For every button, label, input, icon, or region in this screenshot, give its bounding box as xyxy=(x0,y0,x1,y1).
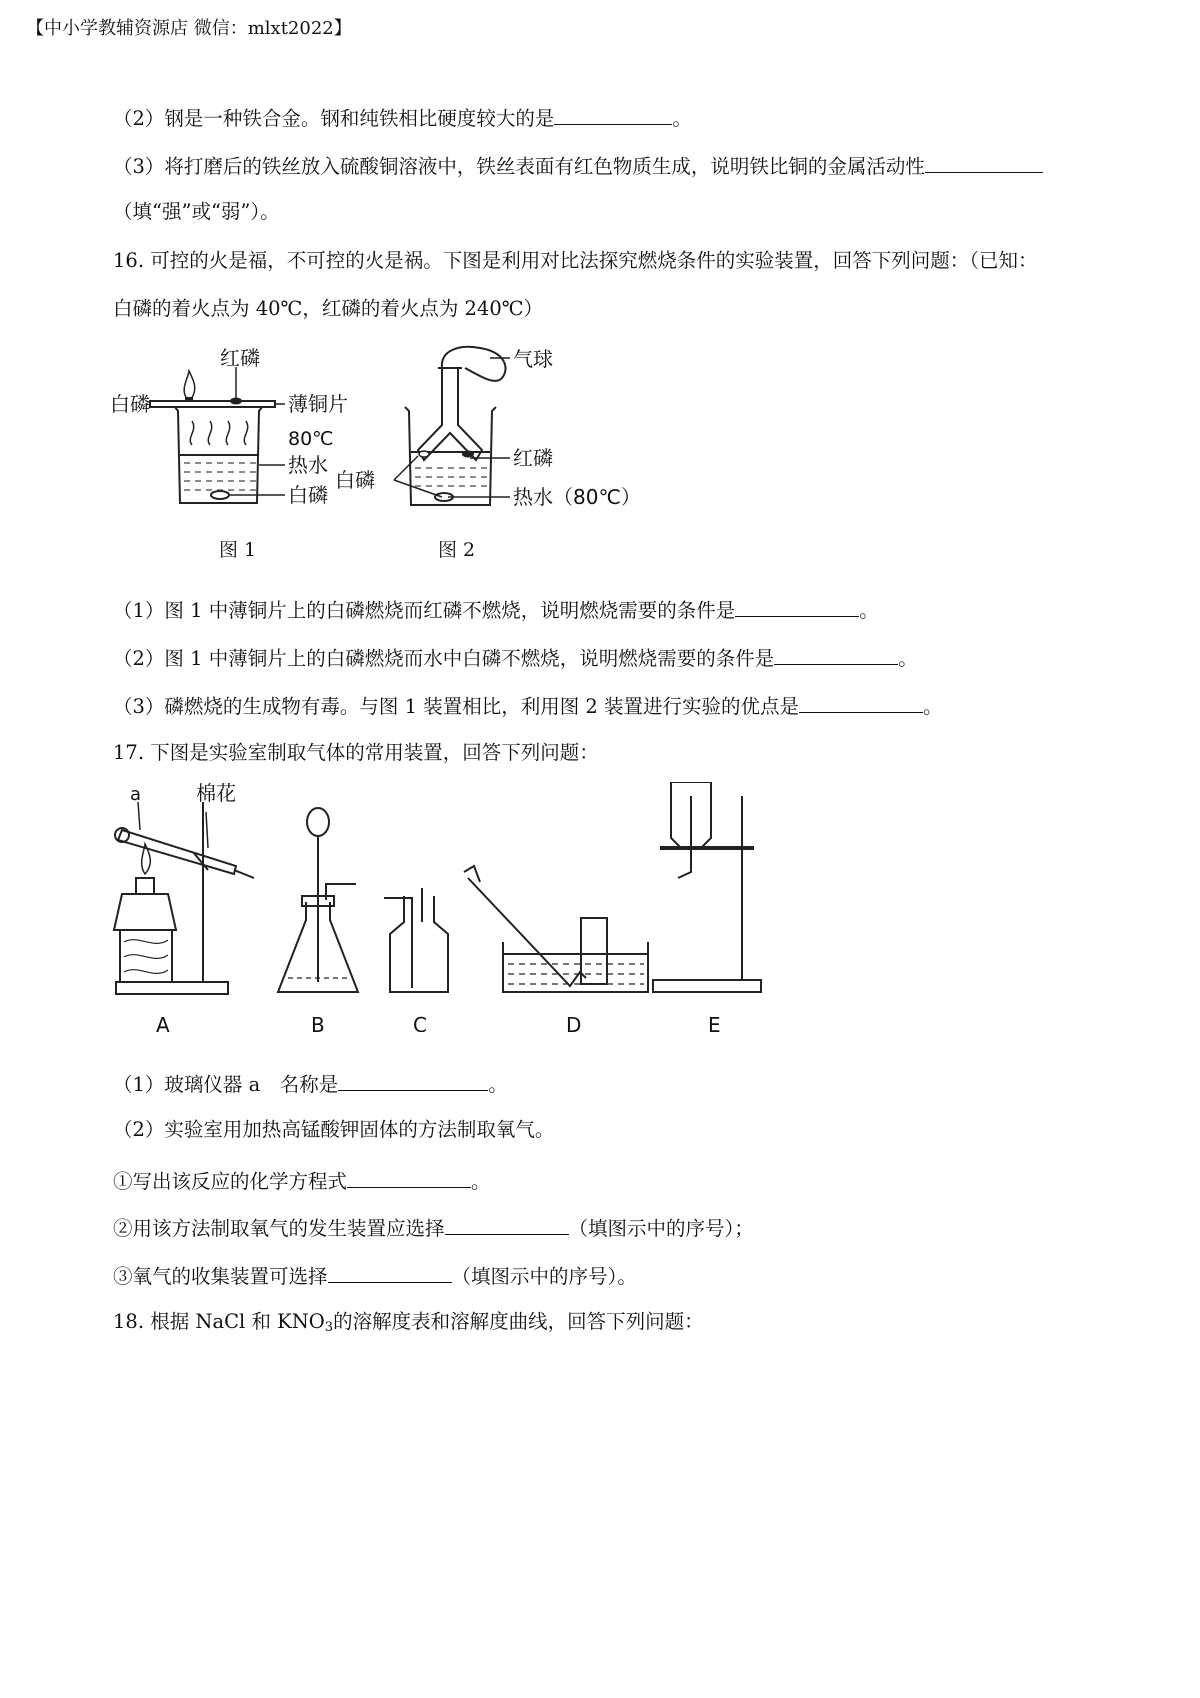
q16-part1 xyxy=(113,596,879,623)
label-white-phosphorus-water: 白磷 xyxy=(288,483,328,507)
label-copper-plate: 薄铜片 xyxy=(288,392,348,416)
punct: （填图示中的序号）； xyxy=(568,1217,754,1240)
subscript: 3 xyxy=(324,1320,334,1335)
answer-blank[interactable] xyxy=(925,152,1043,173)
figure-2 xyxy=(330,340,650,520)
q17-c1-text: ①写出该反应的化学方程式 xyxy=(113,1170,348,1193)
q18-text-pre: 18. 根据 NaCl 和 KNO xyxy=(113,1310,325,1333)
q16-part3 xyxy=(113,692,943,719)
answer-blank[interactable] xyxy=(445,1214,569,1235)
q15-part2 xyxy=(113,104,692,131)
q16-part2 xyxy=(113,644,918,671)
caption-D: D xyxy=(566,1013,582,1032)
label-balloon: 气球 xyxy=(513,347,553,371)
q16-stem-line1: 16. 可控的火是福，不可控的火是祸。下图是利用对比法探究燃烧条件的实验装置，回答下列问题：（已知： xyxy=(113,249,1038,272)
figure-2-caption: 图 2 xyxy=(438,539,476,561)
answer-blank[interactable] xyxy=(799,692,923,713)
punct: 。 xyxy=(859,599,879,622)
label-hot-water-2: 热水（80℃） xyxy=(513,485,641,509)
answer-blank[interactable] xyxy=(554,104,672,125)
label-cotton: 棉花 xyxy=(196,782,236,805)
q18-stem xyxy=(113,1310,704,1334)
label-white-phosphorus: 白磷 xyxy=(110,392,150,416)
punct: 。 xyxy=(471,1170,491,1193)
apparatus-drawing xyxy=(108,782,828,1032)
figure-1 xyxy=(110,345,350,515)
figure-2-drawing xyxy=(330,340,650,520)
figure-1-caption: 图 1 xyxy=(219,539,257,561)
answer-blank[interactable] xyxy=(774,644,898,665)
q17-c2-text: ②用该方法制取氧气的发生装置应选择 xyxy=(113,1217,445,1240)
answer-blank[interactable] xyxy=(347,1167,471,1188)
q15-part2-text: （2）钢是一种铁合金。钢和纯铁相比硬度较大的是 xyxy=(113,107,555,130)
punct: 。 xyxy=(488,1073,508,1096)
caption-A: A xyxy=(156,1013,170,1032)
q15-part3 xyxy=(113,152,1043,179)
q18-text-post: 的溶解度表和溶解度曲线，回答下列问题： xyxy=(333,1310,704,1333)
caption-C: C xyxy=(413,1013,427,1032)
q16-part2-text: （2）图 1 中薄铜片上的白磷燃烧而水中白磷不燃烧，说明燃烧需要的条件是 xyxy=(113,647,775,670)
label-red-phosphorus-2: 红磷 xyxy=(513,446,553,470)
punct: 。 xyxy=(898,647,918,670)
label-hot-water: 热水 xyxy=(288,453,328,477)
q16-part3-text: （3）磷燃烧的生成物有毒。与图 1 装置相比，利用图 2 装置进行实验的优点是 xyxy=(113,695,800,718)
label-white-phosphorus-2: 白磷 xyxy=(335,468,375,492)
q15-part3-cont: （填“强”或“弱”）。 xyxy=(113,200,280,223)
answer-blank[interactable] xyxy=(735,596,859,617)
q17-part2-c2 xyxy=(113,1214,754,1241)
q17-part1 xyxy=(113,1070,508,1097)
q16-part1-text: （1）图 1 中薄铜片上的白磷燃烧而红磷不燃烧，说明燃烧需要的条件是 xyxy=(113,599,736,622)
label-red-phosphorus: 红磷 xyxy=(220,346,260,370)
q17-part1-text: （1）玻璃仪器 a 名称是 xyxy=(113,1073,339,1096)
figure-apparatus xyxy=(108,782,828,1032)
answer-blank[interactable] xyxy=(338,1070,488,1091)
figure-1-drawing xyxy=(110,345,350,515)
label-a: a xyxy=(130,784,142,805)
punct: 。 xyxy=(923,695,943,718)
q17-part2: （2）实验室用加热高锰酸钾固体的方法制取氧气。 xyxy=(113,1118,555,1141)
q17-part2-c3 xyxy=(113,1262,637,1289)
label-temperature: 80℃ xyxy=(288,428,334,450)
caption-E: E xyxy=(708,1013,721,1032)
q17-stem: 17. 下图是实验室制取气体的常用装置，回答下列问题： xyxy=(113,741,599,764)
q15-part3-text: （3）将打磨后的铁丝放入硫酸铜溶液中，铁丝表面有红色物质生成，说明铁比铜的金属活动性 xyxy=(113,155,925,178)
q16-stem-line2: 白磷的着火点为 40℃，红磷的着火点为 240℃） xyxy=(113,297,544,320)
q17-c3-text: ③氧气的收集装置可选择 xyxy=(113,1265,328,1288)
punct: 。 xyxy=(672,107,692,130)
caption-B: B xyxy=(311,1013,325,1032)
punct: （填图示中的序号）。 xyxy=(451,1265,637,1288)
page-header: 【中小学教辅资源店 微信：mlxt2022】 xyxy=(26,18,352,39)
answer-blank[interactable] xyxy=(328,1262,452,1283)
q17-part2-c1 xyxy=(113,1167,491,1194)
